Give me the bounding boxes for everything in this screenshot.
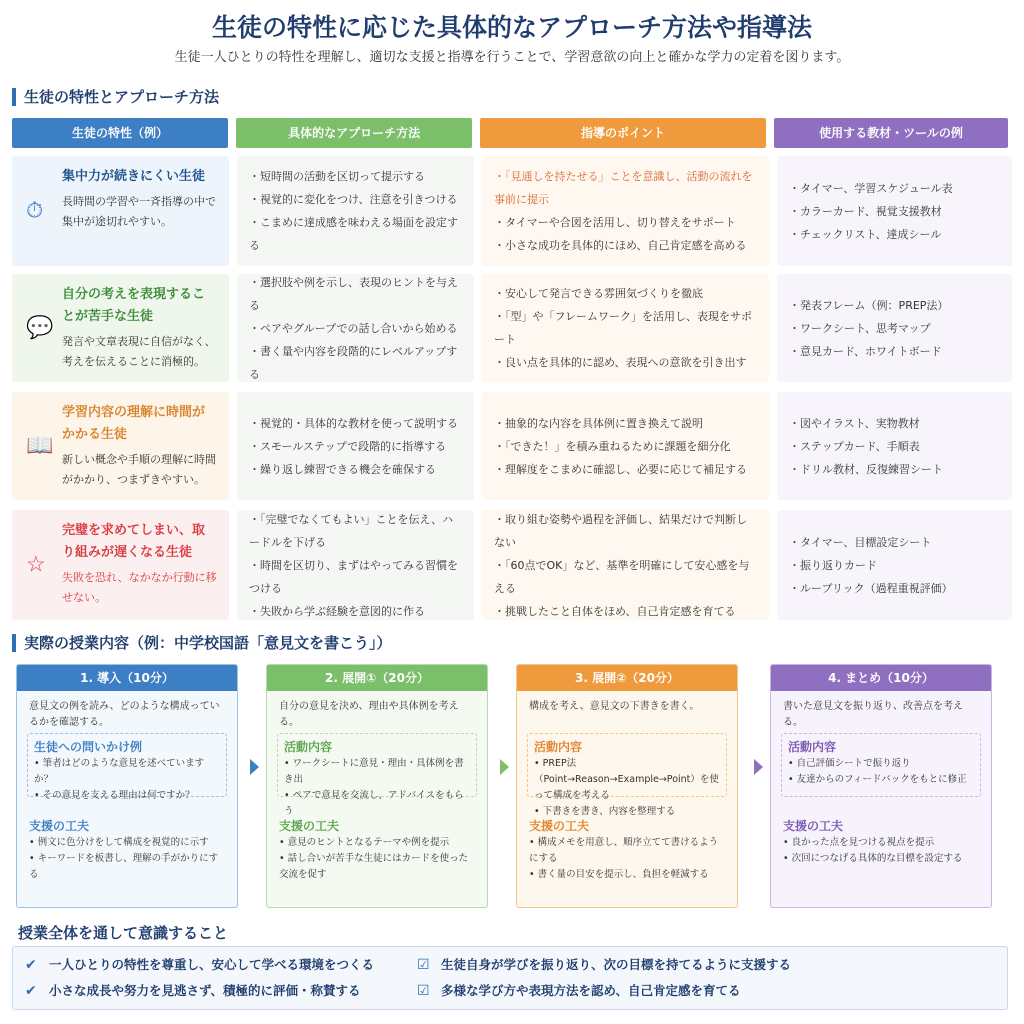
list-item: ・ 抽象的な内容を具体例に置き換えて説明 [494,412,757,435]
table-row [12,274,1012,382]
list-item: ・ 安心して発言できる雰囲気づくりを徹底 [494,282,757,305]
awareness-item [417,955,791,975]
speech-bubble-icon: 💬 [26,315,54,341]
list-item: • 良かった点を見つける視点を提示 [783,835,979,851]
check-icon: ✔ [25,983,37,999]
list-item: • 話し合いが苦手な生徒にはカードを使った交流を促す [279,851,475,883]
trait-cell [12,156,229,266]
stopwatch-icon: ⏱ [26,198,44,224]
section-heading-awareness: 授業全体を通して意識すること [18,924,229,942]
step-box [781,733,981,797]
trait-description: 新しい概念や手順の理解に時間がかかり、つまずきやすい。 [62,453,216,486]
step-intro: 自分の意見を決め、理由や具体例を考える。 [279,701,459,728]
section-heading-traits: 生徒の特性とアプローチ方法 [12,88,219,106]
check-icon: ✔ [25,957,37,973]
trait-description: 失敗を恐れ、なかなか行動に移せない。 [62,571,217,604]
list-item: ・ 図やイラスト、実物教材 [789,412,1000,435]
step-box [277,733,477,817]
list-item: • 例文に色分けをして構成を視覚的に示す [29,835,225,851]
list-item: • 意見のヒントとなるテーマや例を提示 [279,835,475,851]
list-item: ・ 「60点でOK」など、基準を明確にして安心感を与える [494,554,757,600]
awareness-item [25,981,361,1001]
awareness-text: 多様な学び方や表現方法を認め、自己肯定感を育てる [441,983,741,998]
awareness-box [12,946,1008,1010]
points-cell [482,156,769,266]
step-box-label: 活動内容 [284,740,333,754]
list-item: ・ 「完璧でなくてもよい」ことを伝え、ハードルを下げる [249,510,462,554]
list-item: • ワークシートに意見・理由・具体例を書き出 [284,756,470,788]
trait-name: 集中力が続きにくい生徒 [62,169,206,184]
list-item: ・ ステップカード、手順表 [789,435,1000,458]
step-support [771,817,991,867]
list-item: ・ ドリル教材、反復練習シート [789,458,1000,481]
traits-table [12,118,1008,618]
list-item: ・ 挑戦したこと自体をほめ、自己肯定感を育てる [494,600,757,621]
list-item: ・ こまめに達成感を味わえる場面を設定する [249,211,462,257]
step-box [527,733,727,817]
list-item: ・ 発表フレーム（例：PREP法） [789,294,1000,317]
trait-name: 完璧を求めてしまい、取り組みが遅くなる生徒 [62,523,206,560]
list-item: ・ ルーブリック（過程重視評価） [789,577,1000,600]
step-intro: 書いた意見文を振り返り、改善点を考える。 [783,701,963,728]
approach-cell [237,156,474,266]
step-support-label: 支援の工夫 [29,819,90,833]
list-item: ・ 取り組む姿勢や過程を評価し、結果だけで判断しない [494,510,757,554]
open-book-icon: 📖 [26,433,54,459]
list-item: • PREP法（Point→Reason→Example→Point）を使って構成を考える [534,756,720,804]
step-box-label: 活動内容 [788,740,837,754]
page-subtitle: 生徒一人ひとりの特性を理解し、適切な支援と指導を行うことで、学習意欲の向上と確かな学力の定着を図ります。 [174,50,850,65]
step-intro: 構成を考え、意見文の下書きを書く。 [529,701,700,712]
list-item: ・ 繰り返し練習できる機会を確保する [249,458,462,481]
tools-cell [777,274,1012,382]
step-box-label: 活動内容 [534,740,583,754]
step-title: 3. 展開②（20分） [517,665,737,691]
step-intro: 意見文の例を読み、どのような構成っているかを確認する。 [29,701,220,728]
approach-cell [237,274,474,382]
list-item: • 友達からのフィードバックをもとに修正 [788,772,974,788]
list-item: ・ 失敗から学ぶ経験を意図的に作る [249,600,462,621]
trait-name: 学習内容の理解に時間がかかる生徒 [62,405,206,442]
table-header [12,118,1008,148]
step-support [17,817,237,883]
arrow-right-icon [500,759,509,775]
step-title: 1. 導入（10分） [17,665,237,691]
step-box [27,733,227,801]
section-heading-lesson: 実際の授業内容（例：中学校国語「意見文を書こう」） [12,634,392,652]
list-item: • キーワードを板書し、理解の手がかりにする [29,851,225,883]
check-icon: ☑ [417,983,430,999]
table-row [12,392,1012,500]
list-item: • 下書きを書き、内容を整理する [534,804,720,820]
step-box-label: 生徒への問いかけ例 [34,740,143,754]
list-item: • 書く量の目安を提示し、負担を軽減する [529,867,725,883]
list-item: • 自己評価シートで振り返り [788,756,974,772]
tools-cell [777,156,1012,266]
column-header: 生徒の特性（例） [12,118,228,148]
awareness-item [417,981,741,1001]
points-cell [482,510,769,620]
trait-description: 発言や文章表現に自信がなく、考えを伝えることに消極的。 [62,335,216,368]
trait-cell [12,392,229,500]
step-title: 4. まとめ（10分） [771,665,991,691]
list-item: ・ 短時間の活動を区切って提示する [249,165,462,188]
approach-cell [237,392,474,500]
trait-name: 自分の考えを表現することが苦手な生徒 [62,287,206,324]
list-item: ・ 意見カード、ホワイトボード [789,340,1000,363]
step-support-label: 支援の工夫 [783,819,844,833]
trait-cell [12,510,229,620]
list-item: • 筆者はどのような意見を述べていますか？ [34,756,220,788]
star-icon: ☆ [26,552,46,578]
list-item: ・ 理解度をこまめに確認し、必要に応じて補足する [494,458,757,481]
lesson-step-development-1 [266,664,488,908]
column-header: 使用する教材・ツールの例 [774,118,1008,148]
arrow-right-icon [250,759,259,775]
list-item: ・ 視覚的に変化をつけ、注意を引きつける [249,188,462,211]
step-title: 2. 展開①（20分） [267,665,487,691]
list-item: ・ 選択肢や例を示し、表現のヒントを与える [249,274,462,317]
awareness-text: 生徒自身が学びを振り返り、次の目標を持てるように支援する [441,957,792,972]
list-item: ・ ペアやグループでの話し合いから始める [249,317,462,340]
awareness-text: 一人ひとりの特性を尊重し、安心して学べる環境をつくる [49,957,375,972]
list-item: ・ チェックリスト、達成シール [789,223,1000,246]
lesson-step-summary [770,664,992,908]
column-header: 具体的なアプローチ方法 [236,118,472,148]
list-item: • 構成メモを用意し、順序立てて書けるようにする [529,835,725,867]
list-item: ・ 小さな成功を具体的にほめ、自己肯定感を高める [494,234,757,257]
page-title: 生徒の特性に応じた具体的なアプローチ方法や指導法 [211,13,812,42]
trait-description: 長時間の学習や一斉指導の中で集中が途切れやすい。 [62,195,216,228]
list-item: ・ タイマー、学習スケジュール表 [789,177,1000,200]
lesson-step-intro [16,664,238,908]
tools-cell [777,392,1012,500]
step-support [267,817,487,883]
check-icon: ☑ [417,957,430,973]
list-item: • その意見を支える理由は何ですか？ [34,788,220,804]
trait-cell [12,274,229,382]
awareness-text: 小さな成長や努力を見逃さず、積極的に評価・称賛する [49,983,361,998]
table-row [12,156,1012,266]
list-item: ・ ワークシート、思考マップ [789,317,1000,340]
step-support-label: 支援の工夫 [279,819,340,833]
table-row [12,510,1012,620]
arrow-right-icon [754,759,763,775]
approach-cell [237,510,474,620]
tools-cell [777,510,1012,620]
list-item: ・ タイマーや合図を活用し、切り替えをサポート [494,211,757,234]
list-item: ・ 視覚的・具体的な教材を使って説明する [249,412,462,435]
list-item: ・ タイマー、目標設定シート [789,531,1000,554]
step-support [517,817,737,883]
lesson-step-development-2 [516,664,738,908]
points-cell [482,392,769,500]
list-item: ・ 時間を区切り、まずはやってみる習慣をつける [249,554,462,600]
list-item: ・ 書く量や内容を段階的にレベルアップする [249,340,462,383]
points-cell [482,274,769,382]
list-item: ・ 「できた！」を積み重ねるために課題を細分化 [494,435,757,458]
list-item: ・ 「見通しを持たせる」ことを意識し、活動の流れを事前に提示 [494,165,757,211]
list-item: ・ 振り返りカード [789,554,1000,577]
list-item: ・ カラーカード、視覚支援教材 [789,200,1000,223]
awareness-item [25,955,374,975]
list-item: ・ スモールステップで段階的に指導する [249,435,462,458]
column-header: 指導のポイント [480,118,766,148]
list-item: • 次回につなげる具体的な目標を設定する [783,851,979,867]
step-support-label: 支援の工夫 [529,819,590,833]
lesson-steps [16,664,1008,908]
list-item: ・ 「型」や「フレームワーク」を活用し、表現をサポート [494,305,757,351]
list-item: ・ 良い点を具体的に認め、表現への意欲を引き出す [494,351,757,374]
list-item: • ペアで意見を交流し、アドバイスをもらう [284,788,470,820]
